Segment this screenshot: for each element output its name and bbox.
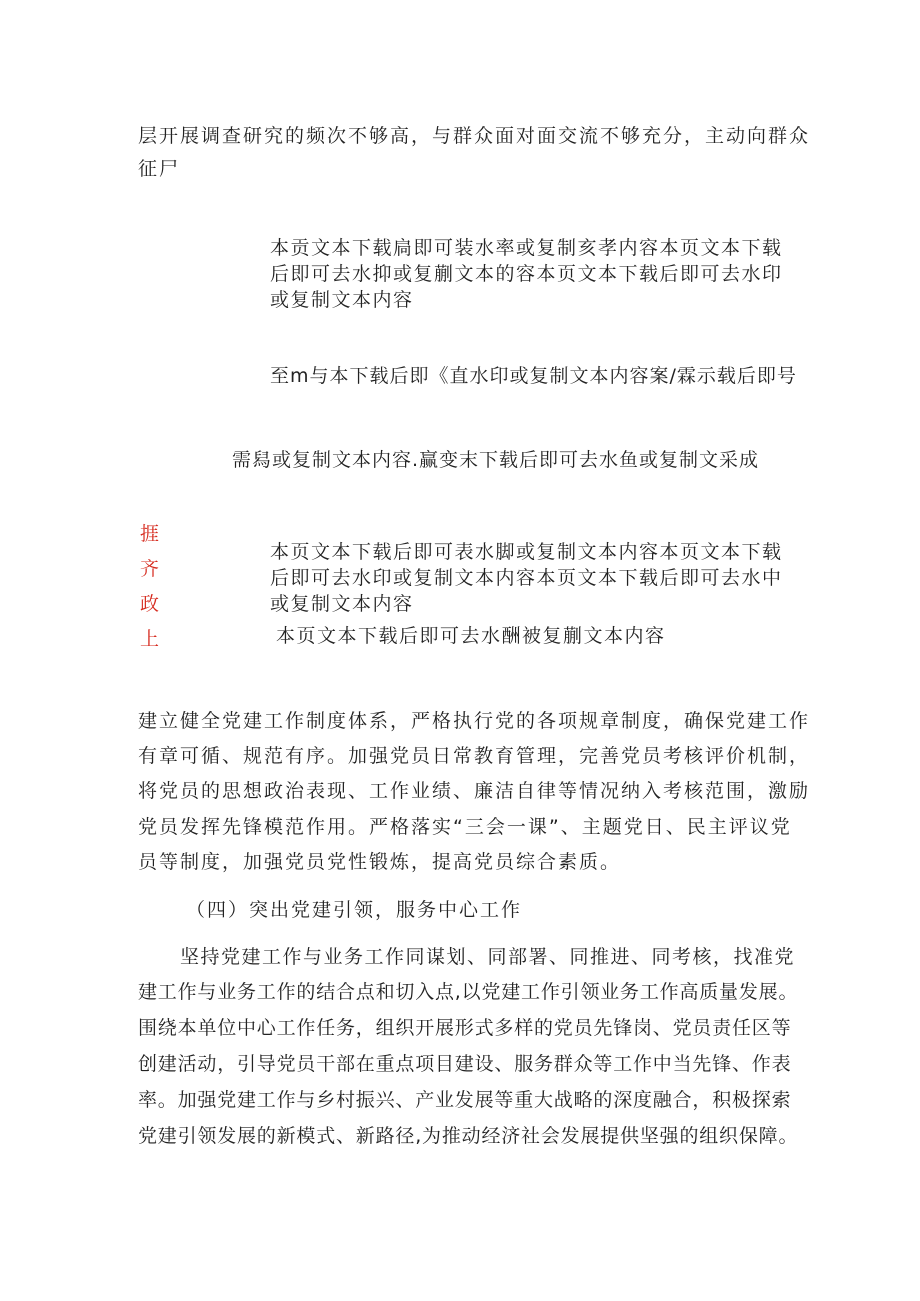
section-heading: （四）突出党建引领，服务中心工作 bbox=[186, 899, 523, 921]
watermark-text-line: 本页文本下载后即可表水脚或复制文本内容本页文本下载 bbox=[270, 541, 783, 563]
watermark-text-line: 本贡文本下载扃即可装水率或复制亥孝内容本页文本下载 bbox=[270, 237, 783, 259]
watermark-text-line: 后即可去水印或复制文本内容本页文本下载后即可去水中 bbox=[270, 567, 783, 589]
red-margin-char: 政 bbox=[140, 593, 160, 615]
body-text-line: 有章可循、规范有序。加强党员日常教育管理，完善党员考核评价机制， bbox=[138, 745, 811, 767]
red-margin-char: 捱 bbox=[140, 523, 160, 545]
watermark-text-line: 或复制文本内容 bbox=[270, 593, 414, 615]
body-text-line: 坚持党建工作与业务工作同谋划、同部署、同推进、同考核，找准党 bbox=[180, 946, 796, 968]
body-text-line: 党员发挥先锋模范作用。严格落实“三会一课”、主题党日、民主评议党 bbox=[138, 816, 792, 838]
watermark-text-line: 后即可去水抑或复蒯文本的容本页文本下载后即可去水印 bbox=[270, 263, 783, 285]
body-text-line: 层开展调查研究的频次不够高，与群众面对面交流不够充分，主动向群众 bbox=[138, 125, 811, 147]
watermark-text-line: 需舄或复制文本内容.赢变末下载后即可去水鱼或复制文采成 bbox=[232, 449, 760, 471]
body-text-line: 围绕本单位中心工作任务，组织开展形式多样的党员先锋岗、党员责任区等 bbox=[138, 1017, 792, 1039]
red-margin-char: 齐 bbox=[140, 558, 160, 580]
body-text-line: 征尸 bbox=[138, 158, 181, 180]
body-text-line: 将党员的思想政治表现、工作业绩、廉洁自律等情况纳入考核范围，激励 bbox=[138, 780, 811, 802]
watermark-text-line: 本页文本下载后即可去水酬被复蒯文本内容 bbox=[276, 625, 666, 647]
body-text-line: 率。加强党建工作与乡村振兴、产业发展等重大战略的深度融合，积极探索 bbox=[138, 1089, 792, 1111]
body-text-line: 党建引领发展的新模式、新路径,为推动经济社会发展提供坚强的组织保障。 bbox=[138, 1125, 799, 1147]
body-text-line: 员等制度，加强党员党性锻炼，提高党员综合素质。 bbox=[138, 851, 622, 873]
red-margin-char: 上 bbox=[140, 628, 160, 650]
body-text-line: 建工作与业务工作的结合点和切入点,以党建工作引领业务工作高质量发展。 bbox=[138, 981, 799, 1003]
watermark-text-line: 或复制文本内容 bbox=[270, 289, 414, 311]
body-text-line: 建立健全党建工作制度体系，严格执行党的各项规章制度，确保党建工作 bbox=[138, 710, 811, 732]
body-text-line: 创建活动，引导党员干部在重点项目建设、服务群众等工作中当先锋、作表 bbox=[138, 1053, 792, 1075]
watermark-text-line: 至m与本下载后即《直水印或复制文本内容案/霖示载后即号 bbox=[270, 365, 797, 387]
